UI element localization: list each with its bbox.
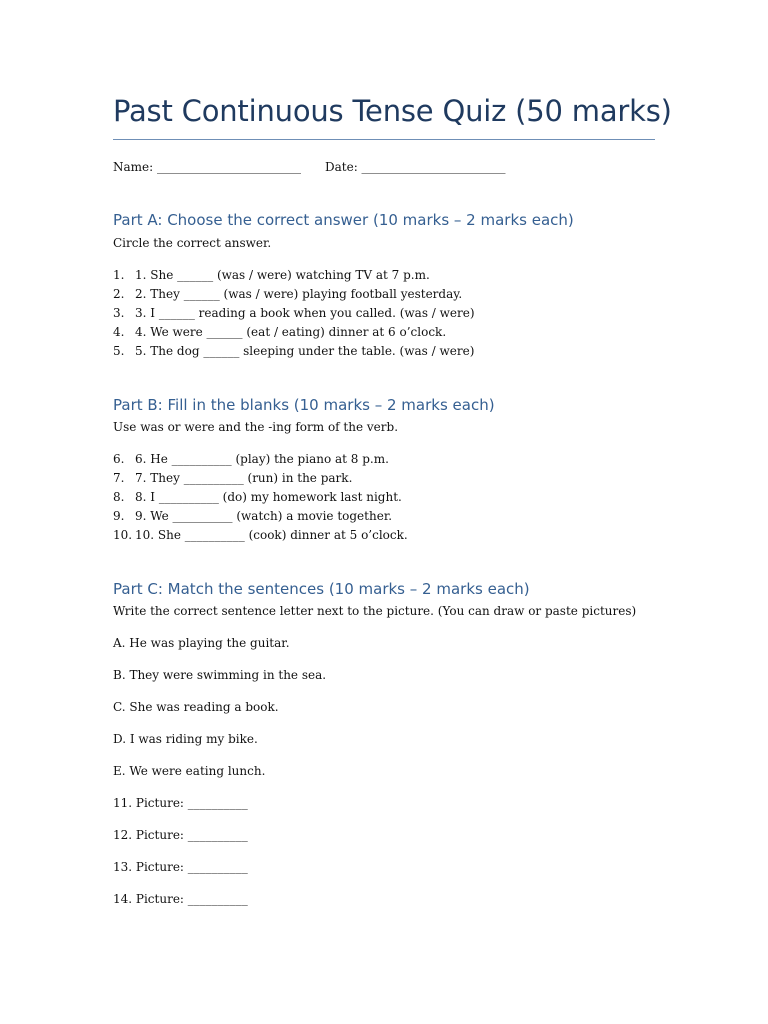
list-item-text: 2. They ______ (was / were) playing football yesterday. xyxy=(135,287,463,301)
part-a-instruction: Circle the correct answer. xyxy=(113,236,272,250)
list-item-text: 10. She __________ (cook) dinner at 5 o’clock. xyxy=(135,528,408,542)
list-item-text: 4. We were ______ (eat / eating) dinner at 6 o’clock. xyxy=(135,325,447,339)
list-item-number: 2. xyxy=(113,287,125,301)
list-item-text: 8. I __________ (do) my homework last night. xyxy=(135,490,402,504)
match-sentence: A. He was playing the guitar. xyxy=(113,636,290,650)
list-item xyxy=(113,452,389,466)
list-item-number: 8. xyxy=(113,490,125,504)
picture-answer-line: 11. Picture: __________ xyxy=(113,796,248,810)
list-item xyxy=(113,490,402,504)
list-item-number: 1. xyxy=(113,268,125,282)
list-item-number: 9. xyxy=(113,509,125,523)
name-date-line xyxy=(113,160,506,174)
list-item-text: 9. We __________ (watch) a movie together. xyxy=(135,509,393,523)
part-c-instruction: Write the correct sentence letter next to the picture. (You can draw or paste pictures) xyxy=(113,604,637,618)
part-c-heading: Part C: Match the sentences (10 marks – 2 marks each) xyxy=(113,580,530,598)
list-item-number: 4. xyxy=(113,325,125,339)
list-item xyxy=(113,268,430,282)
list-item-text: 5. The dog ______ sleeping under the table. (was / were) xyxy=(135,344,475,358)
match-sentence: C. She was reading a book. xyxy=(113,700,279,714)
part-b-heading: Part B: Fill in the blanks (10 marks – 2 marks each) xyxy=(113,396,495,414)
list-item xyxy=(113,528,408,542)
list-item-number: 6. xyxy=(113,452,125,466)
page-title: Past Continuous Tense Quiz (50 marks) xyxy=(113,94,672,128)
list-item-number: 10. xyxy=(113,528,133,542)
picture-answer-line: 13. Picture: __________ xyxy=(113,860,248,874)
list-item-text: 7. They __________ (run) in the park. xyxy=(135,471,353,485)
name-field: Name: ________________________ xyxy=(113,160,301,174)
list-item xyxy=(113,325,446,339)
list-item xyxy=(113,306,475,320)
list-item xyxy=(113,344,474,358)
list-item-text: 3. I ______ reading a book when you called. (was / were) xyxy=(135,306,475,320)
list-item xyxy=(113,471,352,485)
list-item-text: 1. She ______ (was / were) watching TV at 7 p.m. xyxy=(135,268,430,282)
picture-answer-line: 12. Picture: __________ xyxy=(113,828,248,842)
match-sentence: D. I was riding my bike. xyxy=(113,732,258,746)
picture-answer-line: 14. Picture: __________ xyxy=(113,892,248,906)
match-sentence: E. We were eating lunch. xyxy=(113,764,266,778)
part-b-instruction: Use was or were and the -ing form of the verb. xyxy=(113,420,399,434)
list-item xyxy=(113,509,392,523)
date-field: Date: ________________________ xyxy=(325,160,506,174)
list-item xyxy=(113,287,462,301)
match-sentence: B. They were swimming in the sea. xyxy=(113,668,327,682)
list-item-number: 5. xyxy=(113,344,125,358)
list-item-text: 6. He __________ (play) the piano at 8 p.m. xyxy=(135,452,389,466)
list-item-number: 3. xyxy=(113,306,125,320)
title-divider xyxy=(113,139,655,140)
list-item-number: 7. xyxy=(113,471,125,485)
part-a-heading: Part A: Choose the correct answer (10 marks – 2 marks each) xyxy=(113,211,574,229)
